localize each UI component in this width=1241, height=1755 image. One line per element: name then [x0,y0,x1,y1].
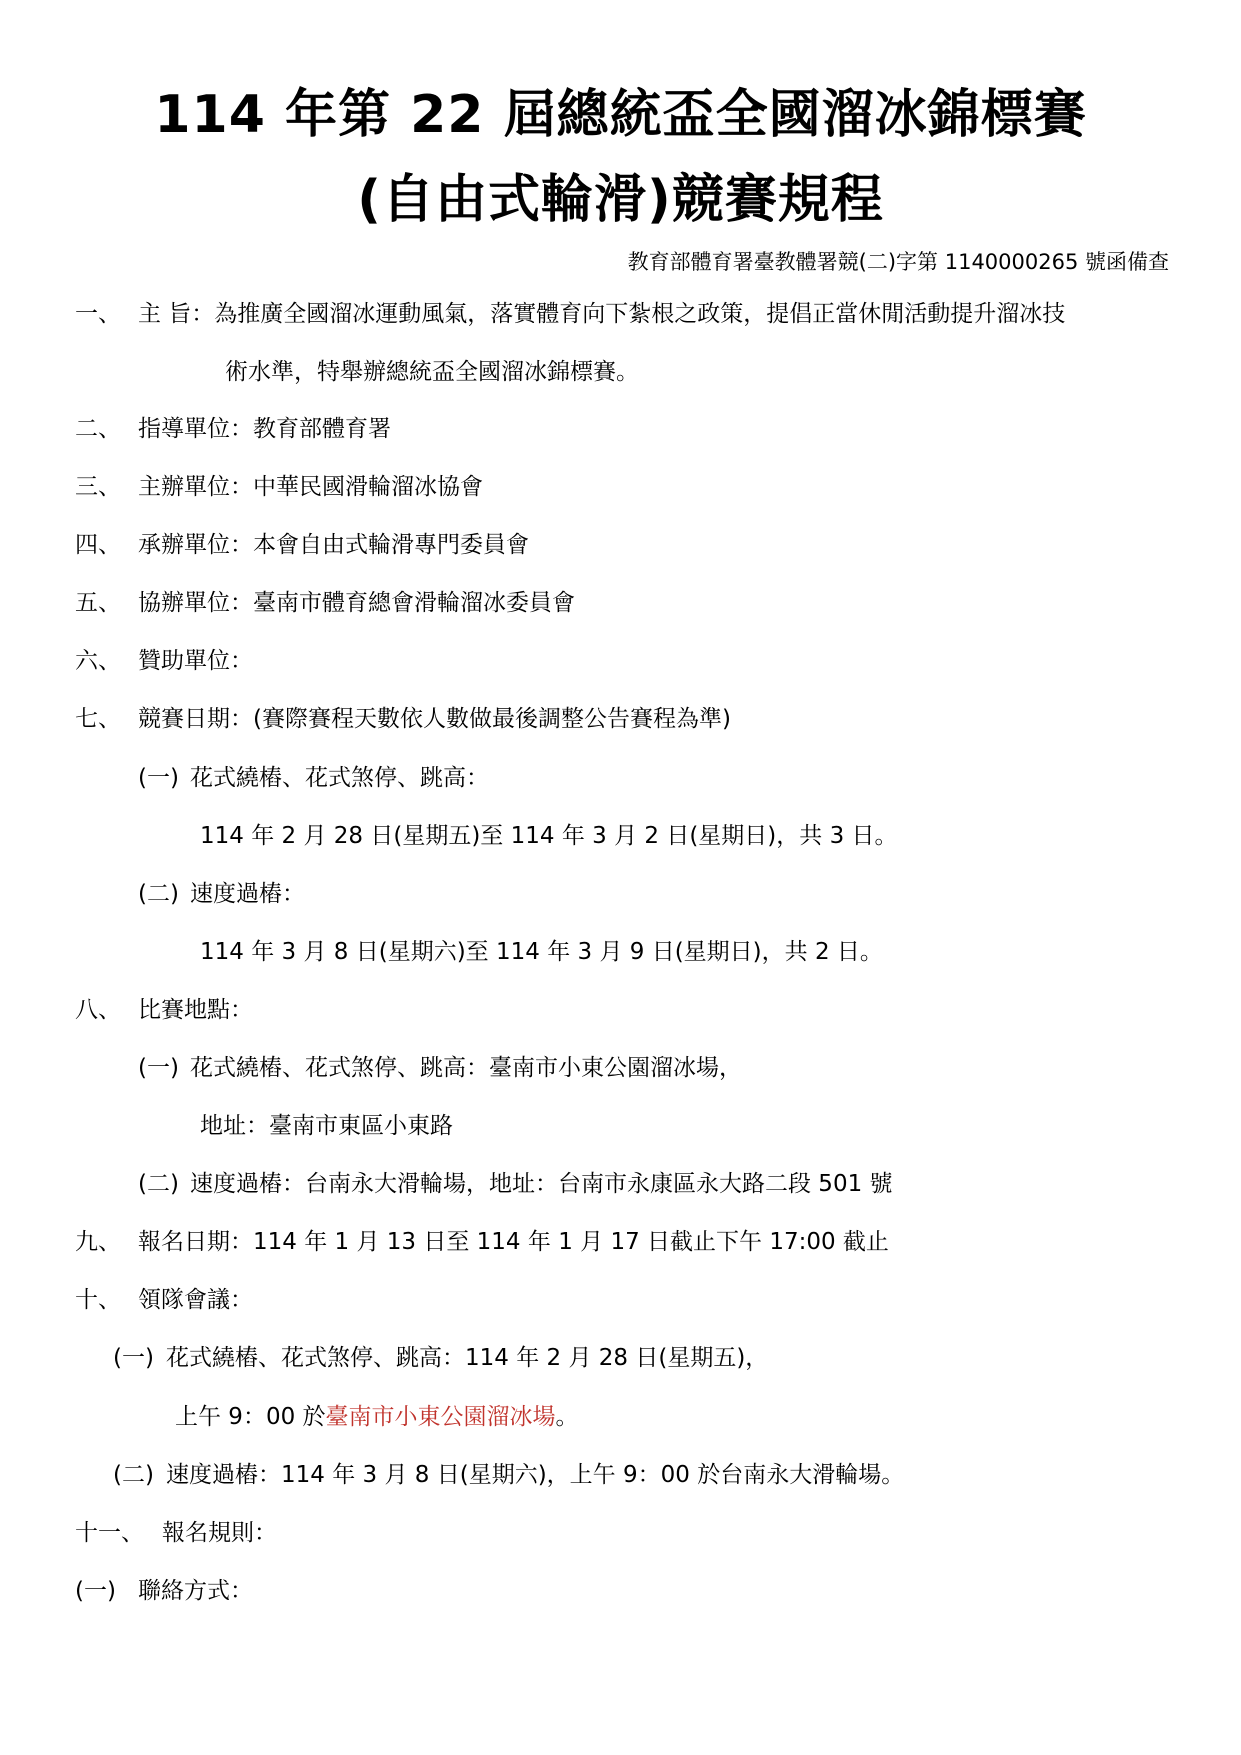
section-10-sub1-end: 。 [555,1404,579,1430]
section-11-number: 十一、 [75,1520,144,1546]
section-1-text: 主 旨：為推廣全國溜冰運動風氣，落實體育向下紮根之政策，提倡正當休閒活動提升溜冰技 [138,301,1066,327]
section-2-text: 指導單位：教育部體育署 [138,416,391,442]
section-9-number: 九、 [75,1229,121,1255]
section-5-number: 五、 [75,590,121,616]
section-6-number: 六、 [75,648,121,674]
section-7-sub1-number: (一) [138,765,179,791]
document-title-line2: (自由式輪滑)競賽規程 [357,170,884,230]
section-11-sub1-text: 聯絡方式： [138,1578,253,1604]
section-1-number: 一、 [75,301,121,327]
section-8-number: 八、 [75,997,121,1023]
reference-number: 教育部體育署臺教體署競(二)字第 1140000265 號函備查 [627,250,1169,274]
section-5-text: 協辦單位：臺南市體育總會滑輪溜冰委員會 [138,590,575,616]
section-8-sub1-detail: 地址：臺南市東區小東路 [200,1113,453,1139]
section-7-text: 競賽日期：(賽際賽程天數依人數做最後調整公告賽程為準) [138,706,731,732]
section-11-sub1-number: (一) [75,1578,116,1604]
section-4-number: 四、 [75,532,121,558]
section-10-sub1-detail [175,1402,579,1432]
section-10-sub2-number: (二) [113,1462,154,1488]
section-10-sub1-time: 上午 9：00 於 [175,1404,326,1430]
section-7-sub2-number: (二) [138,881,179,907]
section-1-continuation: 術水準，特舉辦總統盃全國溜冰錦標賽。 [225,359,639,385]
section-8-sub2-text: 速度過樁：台南永大滑輪場，地址：台南市永康區永大路二段 501 號 [190,1171,893,1197]
section-7-sub1-detail: 114 年 2 月 28 日(星期五)至 114 年 3 月 2 日(星期日)，共 3 日。 [200,823,898,849]
section-10-number: 十、 [75,1287,121,1313]
section-4-text: 承辦單位：本會自由式輪滑專門委員會 [138,532,529,558]
section-8-sub2-number: (二) [138,1171,179,1197]
section-10-sub2-text: 速度過樁：114 年 3 月 8 日(星期六)，上午 9：00 於台南永大滑輪場。 [166,1462,905,1488]
section-10-text: 領隊會議： [138,1287,253,1313]
section-2-number: 二、 [75,416,121,442]
section-8-sub1-number: (一) [138,1055,179,1081]
section-6-text: 贊助單位： [138,648,253,674]
section-10-sub1-text: 花式繞樁、花式煞停、跳高：114 年 2 月 28 日(星期五)， [166,1345,769,1371]
section-8-text: 比賽地點： [138,997,253,1023]
section-3-text: 主辦單位：中華民國滑輪溜冰協會 [138,474,483,500]
section-7-sub2-detail: 114 年 3 月 8 日(星期六)至 114 年 3 月 9 日(星期日)，共 2 日。 [200,939,883,965]
section-11-text: 報名規則： [162,1520,277,1546]
section-9-text: 報名日期：114 年 1 月 13 日至 114 年 1 月 17 日截止下午 17:00 截止 [138,1229,889,1255]
document-title-line1: 114 年第 22 屆總統盃全國溜冰錦標賽 [154,85,1087,145]
section-3-number: 三、 [75,474,121,500]
section-7-number: 七、 [75,706,121,732]
section-10-sub1-place: 臺南市小東公園溜冰場 [325,1404,556,1430]
section-8-sub1-text: 花式繞樁、花式煞停、跳高：臺南市小東公園溜冰場， [190,1055,742,1081]
section-7-sub1-text: 花式繞樁、花式煞停、跳高： [190,765,489,791]
section-7-sub2-text: 速度過樁： [190,881,305,907]
section-10-sub1-number: (一) [113,1345,154,1371]
